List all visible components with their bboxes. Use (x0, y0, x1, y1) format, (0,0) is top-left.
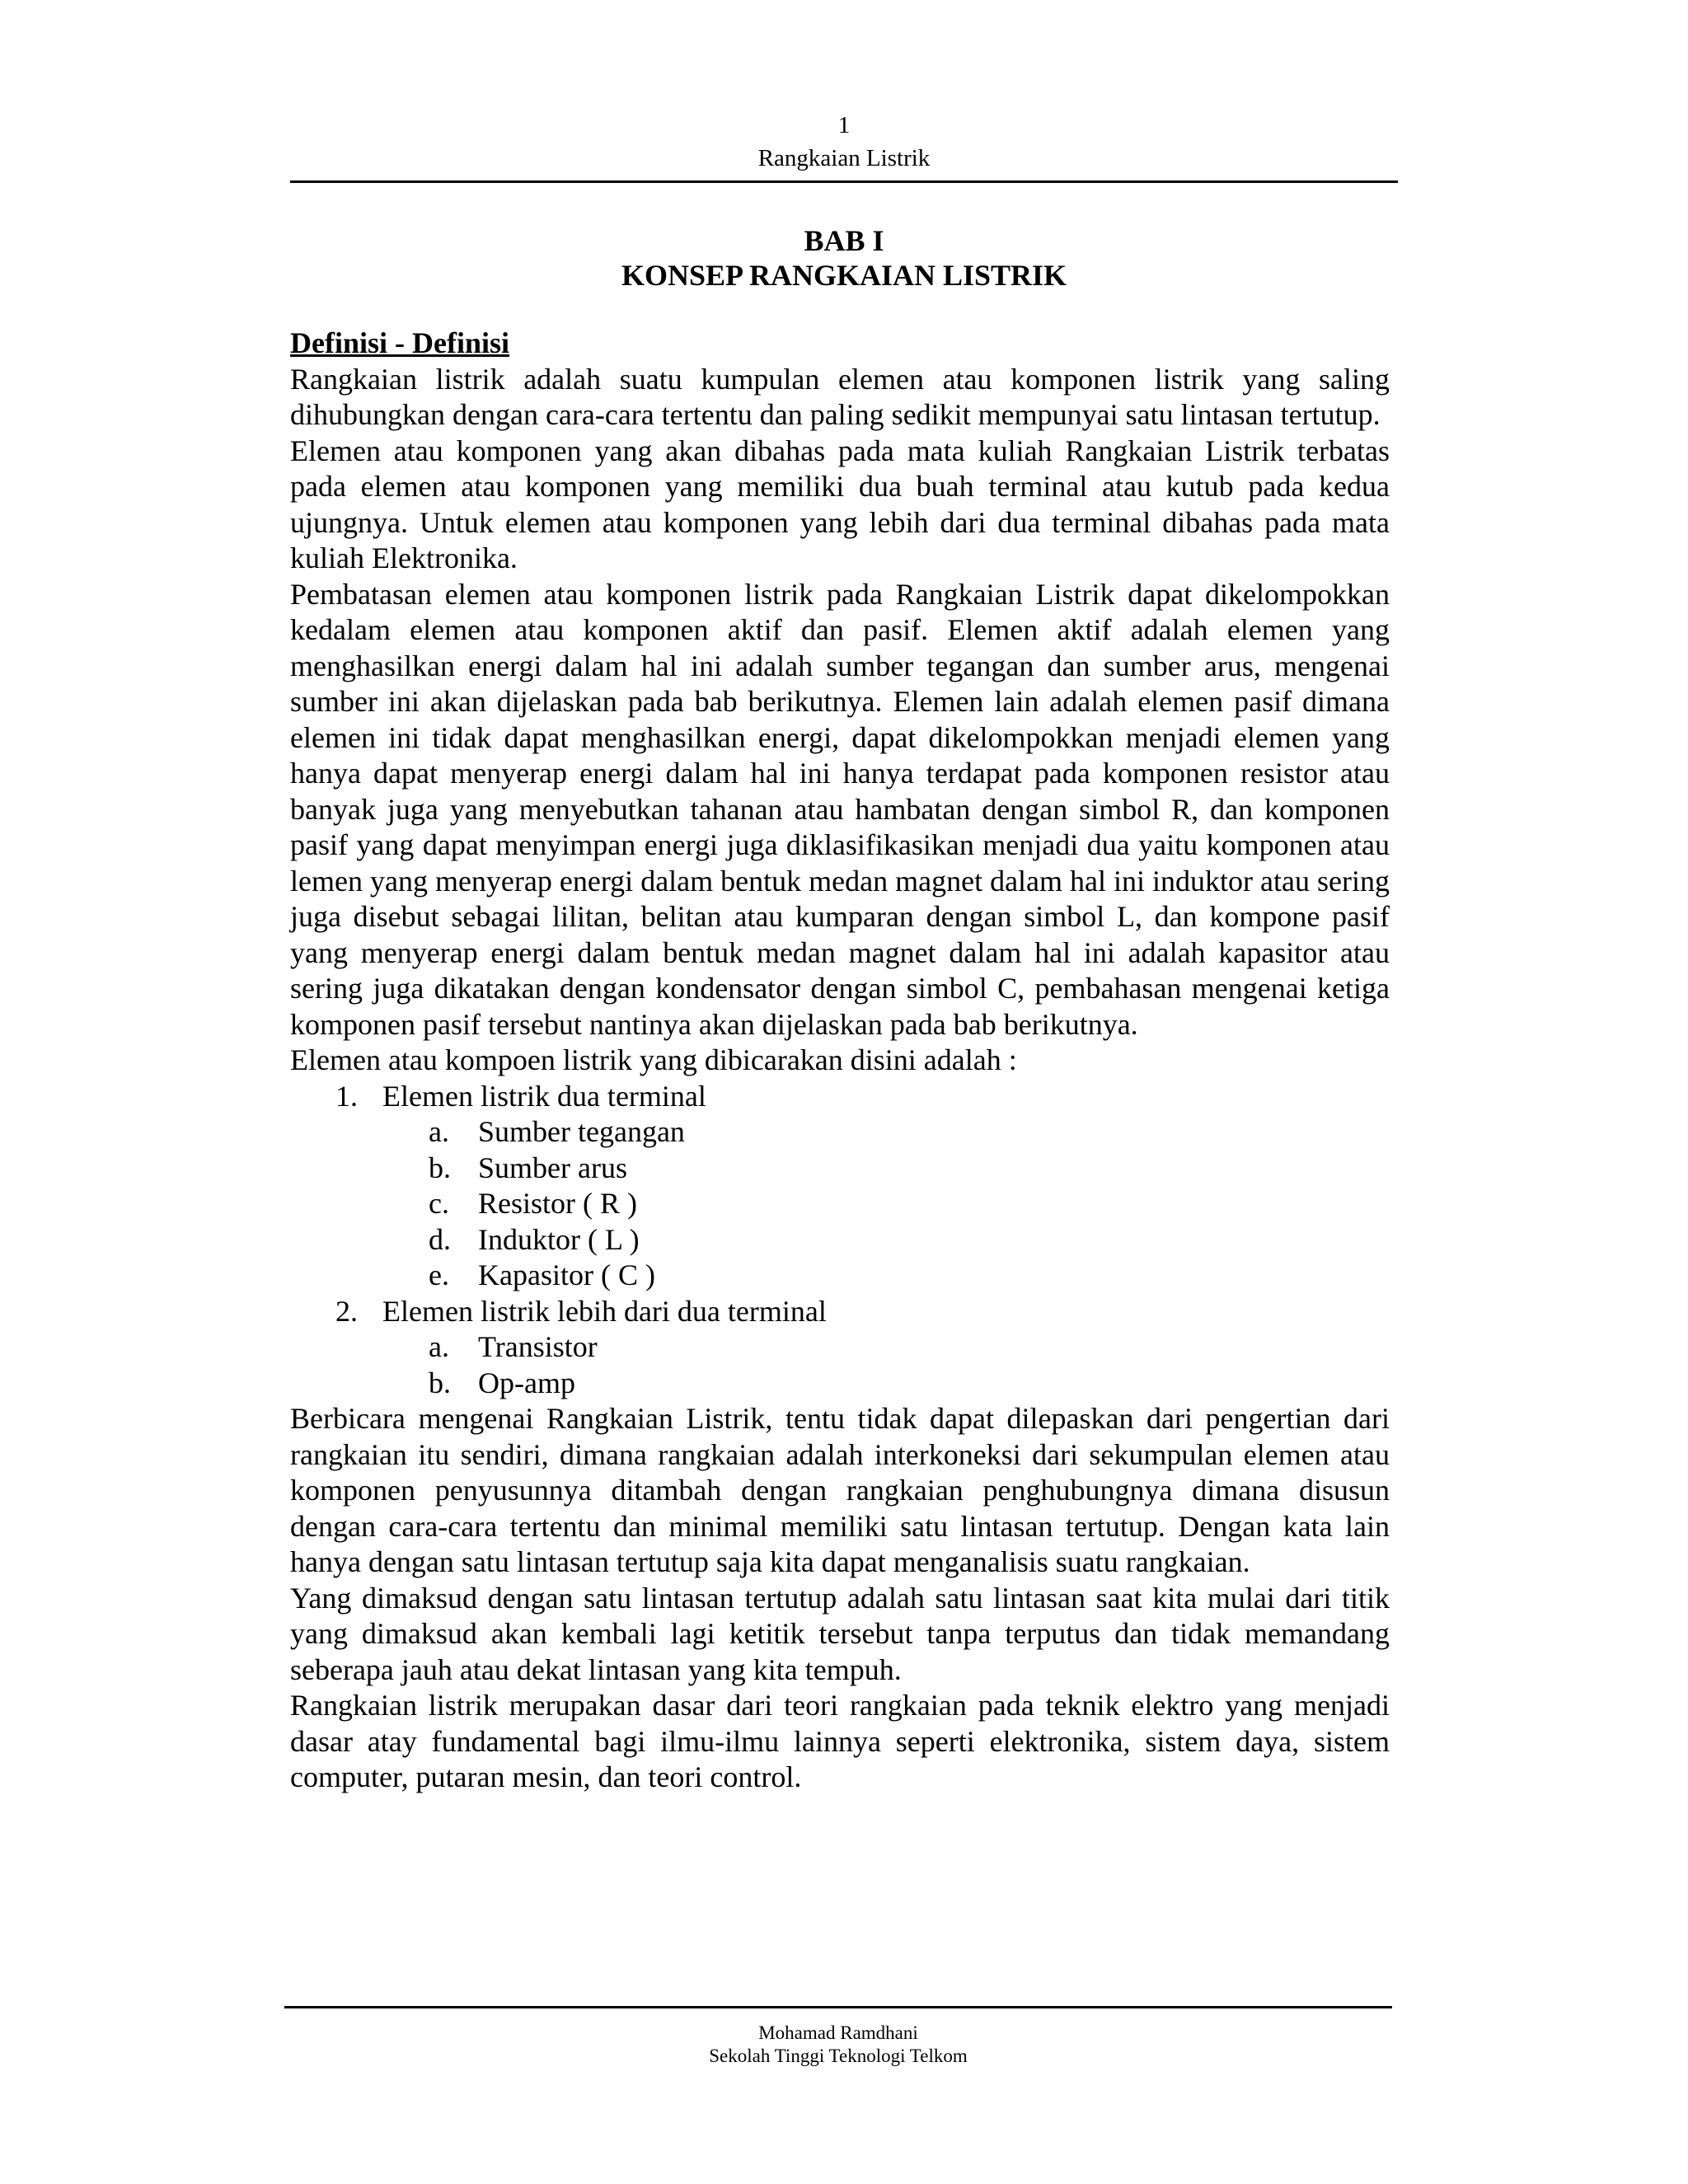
list-marker: 1. (335, 1079, 358, 1113)
chapter-title: KONSEP RANGKAIAN LISTRIK (621, 259, 1067, 292)
document-body (290, 326, 1390, 1796)
paragraph: Pembatasan elemen atau komponen listrik pada Rangkaian Listrik dapat dikelompokkan kedalam elemen atau komponen aktif dan pasif. Elemen aktif adalah elemen yang menghasilkan energi dalam hal ini adalah sumber tegangan dan sumber arus, mengenai sumber ini akan dijelaskan pada bab berikutnya. Elemen lain adalah elemen pasif dimana elemen ini tidak dapat menghasilkan energi, dapat dikelompokkan menjadi elemen yang hanya dapat menyerap energi dalam hal ini hanya terdapat pada komponen resistor atau banyak juga yang menyebutkan tahanan atau hambatan dengan simbol R, dan komponen pasif yang dapat menyimpan energi juga diklasifikasikan menjadi dua yaitu komponen atau lemen yang menyerap energi dalam bentuk medan magnet dalam hal ini induktor atau sering juga disebut sebagai lilitan, belitan atau kumparan dengan simbol L, dan kompone pasif yang menyerap energi dalam bentuk medan magnet dalam hal ini adalah kapasitor atau sering juga dikatakan dengan kondensator dengan simbol C, pembahasan mengenai ketiga komponen pasif tersebut nantinya akan dijelaskan pada bab berikutnya. (290, 577, 1390, 1041)
sublist-item-label: Sumber arus (478, 1151, 627, 1184)
sublist-item-label: Induktor ( L ) (478, 1222, 640, 1256)
header-rule (290, 180, 1398, 183)
sublist-item-label: Resistor ( R ) (478, 1187, 637, 1220)
paragraph: Berbicara mengenai Rangkaian Listrik, tentu tidak dapat dilepaskan dari pengertian dari rangkaian itu sendiri, dimana rangkaian adalah interkoneksi dari sekumpulan elemen atau komponen penyusunnya ditambah dengan rangkaian penghubungnya dimana disusun dengan cara-cara tertentu dan minimal memiliki satu lintasan tertutup. Dengan kata lain hanya dengan satu lintasan tertutup saja kita dapat menganalisis suatu rangkaian. (290, 1402, 1390, 1578)
sublist-item (290, 1222, 1390, 1258)
list-item-label: Elemen listrik lebih dari dua terminal (382, 1294, 827, 1328)
sublist-item-label: Transistor (478, 1330, 598, 1363)
list-item-label: Elemen listrik dua terminal (382, 1079, 706, 1113)
sublist-item (290, 1366, 1390, 1402)
list-marker: b. (429, 1151, 451, 1184)
chapter-number: BAB I (804, 224, 884, 257)
list-marker: b. (429, 1366, 451, 1399)
running-title: Rangkaian Listrik (757, 145, 931, 171)
list-item (290, 1079, 1390, 1115)
list-marker: 2. (335, 1294, 358, 1328)
page-number: 1 (837, 112, 851, 138)
footer-author: Mohamad Ramdhani (758, 2022, 918, 2043)
sublist-item (290, 1186, 1390, 1222)
sublist-item-label: Kapasitor ( C ) (478, 1258, 655, 1291)
list-marker: e. (429, 1258, 449, 1291)
list-marker: a. (429, 1330, 449, 1363)
list-marker: c. (429, 1187, 449, 1220)
footer-institution: Sekolah Tinggi Teknologi Telkom (709, 2046, 968, 2066)
sublist-item-label: Sumber tegangan (478, 1115, 685, 1148)
sublist-item (290, 1258, 1390, 1294)
list-marker: a. (429, 1115, 449, 1148)
sublist-item (290, 1329, 1390, 1366)
paragraph: Elemen atau komponen yang akan dibahas pada mata kuliah Rangkaian Listrik terbatas pada elemen atau komponen yang memiliki dua buah terminal atau kutub pada kedua ujungnya. Untuk elemen atau komponen yang lebih dari dua terminal dibahas pada mata kuliah Elektronika. (290, 434, 1390, 574)
footer-rule (284, 2006, 1392, 2008)
paragraph: Yang dimaksud dengan satu lintasan tertutup adalah satu lintasan saat kita mulai dari titik yang dimaksud akan kembali lagi ketitik tersebut tanpa terputus dan tidak memandang seberapa jauh atau dekat lintasan yang kita tempuh. (290, 1581, 1390, 1686)
paragraph: Rangkaian listrik merupakan dasar dari teori rangkaian pada teknik elektro yang menjadi dasar atay fundamental bagi ilmu-ilmu lainnya seperti elektronika, sistem daya, sistem computer, putaran mesin, dan teori control. (290, 1689, 1390, 1793)
section-title: Definisi - Definisi (290, 326, 509, 359)
list-marker: d. (429, 1222, 451, 1256)
sublist-item-label: Op-amp (478, 1366, 575, 1399)
paragraph: Rangkaian listrik adalah suatu kumpulan elemen atau komponen listrik yang saling dihubungkan dengan cara-cara tertentu dan paling sedikit mempunyai satu lintasan tertutup. (290, 362, 1390, 431)
sublist-item (290, 1114, 1390, 1151)
list-intro: Elemen atau kompoen listrik yang dibicarakan disini adalah : (290, 1043, 1017, 1076)
sublist-item (290, 1151, 1390, 1187)
list-item (290, 1294, 1390, 1330)
